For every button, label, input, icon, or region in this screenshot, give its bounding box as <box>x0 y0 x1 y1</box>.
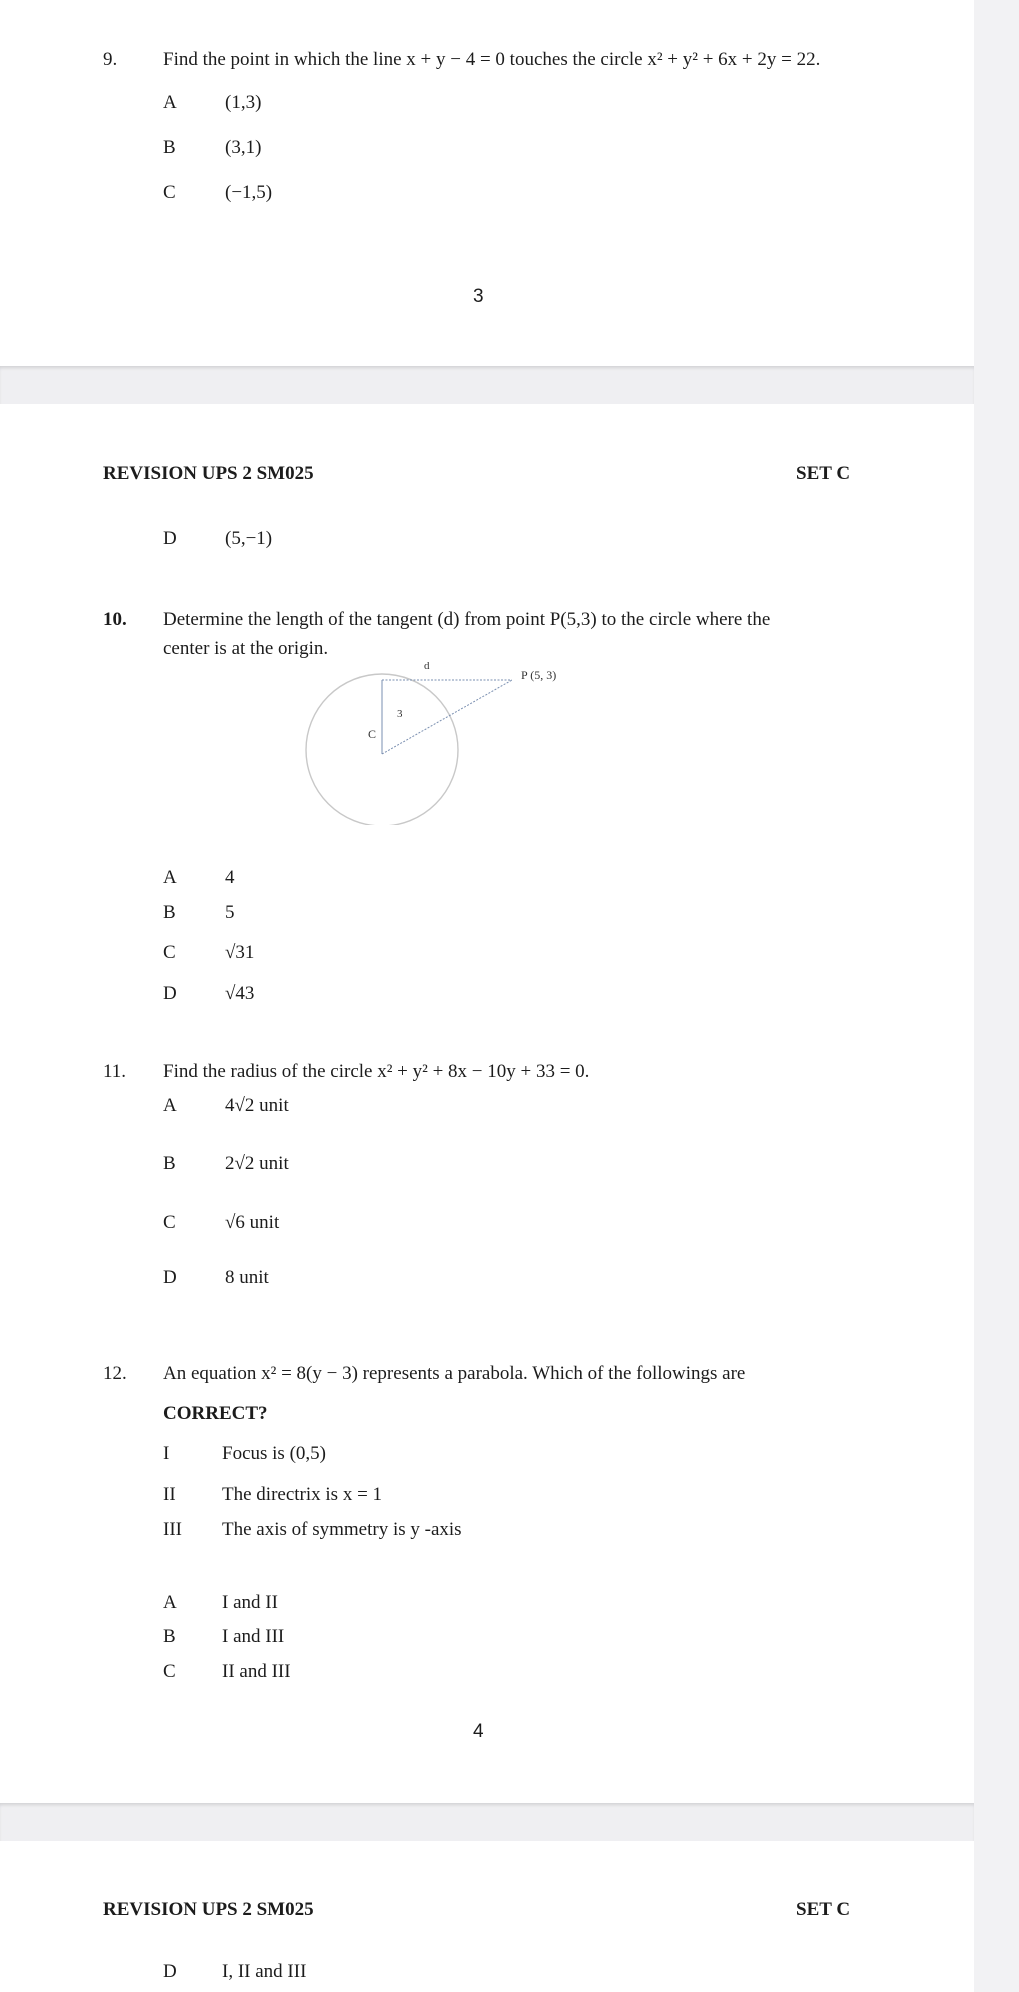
page-header-set: SET C <box>796 463 851 484</box>
question-text: center is at the origin. <box>163 638 329 659</box>
option-text: (3,1) <box>225 137 262 158</box>
option-text: I and II <box>222 1592 278 1613</box>
option-letter: B <box>163 1153 176 1174</box>
page-gap <box>0 366 974 404</box>
question-number: 11. <box>103 1061 127 1082</box>
option-letter: C <box>163 1661 176 1682</box>
option-text: II and III <box>222 1661 291 1682</box>
option-text: I and III <box>222 1626 285 1647</box>
option-letter: B <box>163 137 176 158</box>
option-text: 2√2 unit <box>225 1153 289 1174</box>
option-letter: C <box>163 942 176 963</box>
label-p: P (5, 3) <box>521 668 557 682</box>
question-number: 9. <box>103 49 118 70</box>
option-text: 8 unit <box>225 1267 269 1288</box>
question-number: 10. <box>103 609 127 630</box>
option-letter: A <box>163 867 177 888</box>
label-d: d <box>424 660 430 672</box>
option-letter: D <box>163 528 177 549</box>
question-number: 12. <box>103 1363 127 1384</box>
statement-text: The axis of symmetry is y -axis <box>222 1519 462 1540</box>
label-3: 3 <box>397 708 403 720</box>
option-letter: D <box>163 1961 177 1982</box>
option-text: 4 <box>225 867 235 888</box>
option-letter: A <box>163 1095 177 1116</box>
option-text: (5,−1) <box>225 528 273 549</box>
question-text: Find the point in which the line x + y − 4 = 0 touches the circle x² + y² + 6x + 2y = 22. <box>163 49 821 70</box>
question-text: An equation x² = 8(y − 3) represents a parabola. Which of the followings are <box>163 1363 746 1384</box>
statement-text: Focus is (0,5) <box>222 1443 326 1464</box>
page-number: 3 <box>473 286 484 307</box>
option-letter: D <box>163 1267 177 1288</box>
option-letter: D <box>163 983 177 1004</box>
page-header-set: SET C <box>796 1899 851 1920</box>
question-text: Find the radius of the circle x² + y² + 8x − 10y + 33 = 0. <box>163 1061 590 1082</box>
statement-roman: III <box>163 1519 182 1540</box>
statement-text: The directrix is x = 1 <box>222 1484 383 1505</box>
question-text: Determine the length of the tangent (d) from point P(5,3) to the circle where the <box>163 609 771 630</box>
option-text: I, II and III <box>222 1961 307 1982</box>
option-text: (1,3) <box>225 92 262 113</box>
option-text: 5 <box>225 902 235 923</box>
page-gap <box>0 1803 974 1841</box>
option-text: √31 <box>225 942 255 963</box>
statement-roman: I <box>163 1443 170 1464</box>
option-letter: C <box>163 182 176 203</box>
option-text: (−1,5) <box>225 182 273 203</box>
option-letter: B <box>163 902 176 923</box>
page-header-title: REVISION UPS 2 SM025 <box>103 463 314 484</box>
option-letter: A <box>163 92 177 113</box>
page-header-title: REVISION UPS 2 SM025 <box>103 1899 314 1920</box>
question-text: CORRECT? <box>163 1403 268 1424</box>
option-letter: C <box>163 1212 176 1233</box>
option-letter: A <box>163 1592 177 1613</box>
label-c: C <box>368 727 377 741</box>
option-text: 4√2 unit <box>225 1095 289 1116</box>
page-number: 4 <box>473 1721 484 1742</box>
tangent-diagram <box>300 655 570 825</box>
viewer-background-strip <box>974 0 1019 1992</box>
option-letter: B <box>163 1626 176 1647</box>
option-text: √43 <box>225 983 255 1004</box>
statement-roman: II <box>163 1484 176 1505</box>
option-text: √6 unit <box>225 1212 280 1233</box>
